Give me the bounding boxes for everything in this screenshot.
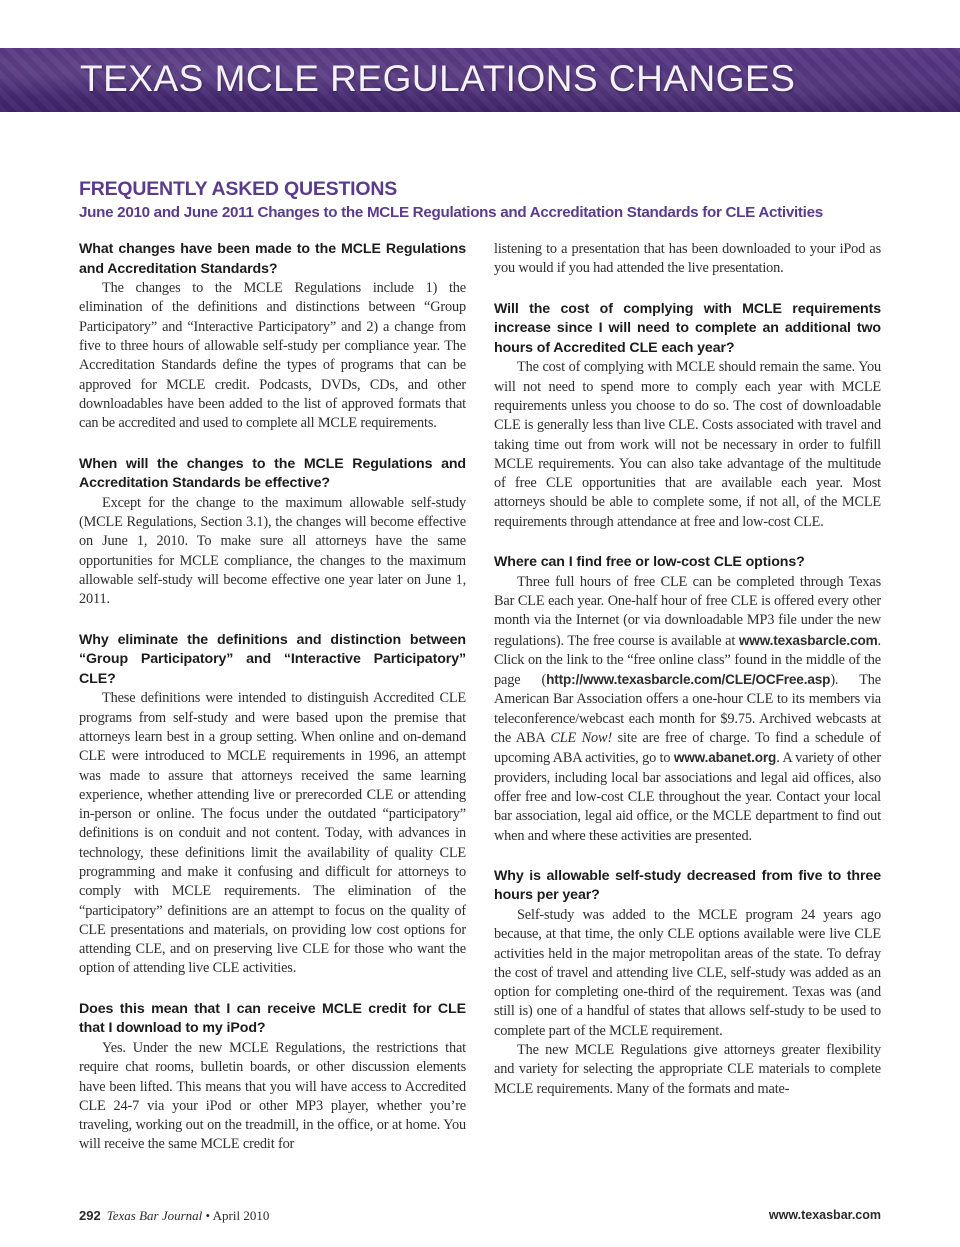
right-column <box>494 240 881 1099</box>
question-heading: Why eliminate the definitions and distinction between “Group Participatory” and “Interactive Participatory” CLE? <box>79 631 466 687</box>
answer-paragraph: Except for the change to the maximum allowable self-study (MCLE Regulations, Section 3.1), the changes will become effective on June 1, 2010. To make sure all attorneys have the same opportunities for MCLE compliance, the changes to the maximum allowable self-study will become effective one year later on June 1, 2011. <box>79 494 466 608</box>
title-banner <box>0 48 960 112</box>
faq-heading: FREQUENTLY ASKED QUESTIONS <box>79 178 398 200</box>
question-heading: Where can I find free or low-cost CLE options? <box>494 554 805 571</box>
answer-paragraph <box>494 573 881 846</box>
answer-paragraph: Self-study was added to the MCLE program 24 years ago because, at that time, the only CLE options available were live CLE activities held in the major metropolitan areas of the state. To defray the cost of travel and attending live CLE, self-study was added as an option for completing one-third of the requirement. Texas was (and still is) one of a handful of states that allows self-study to be used to complete part of the MCLE requirement. <box>494 906 881 1039</box>
answer-paragraph: The cost of complying with MCLE should remain the same. You will not need to spend more to comply each year with MCLE requirements unless you choose to do so. The cost of downloadable CLE is generally less than live CLE. Costs associated with travel and taking time out from work will not be necessary in order to fulfill MCLE requirements. You can also take advantage of the multitude of free CLE opportunities that are available each year. Most attorneys should be able to complete some, if not all, of the MCLE requirements through attendance at free and low-cost CLE. <box>494 359 881 530</box>
cle-now-title: CLE Now! <box>550 730 613 747</box>
answer-text: site are free of charge. To find a schedule of upcoming ABA activities, go to <box>494 730 881 767</box>
question-heading: Why is allowable self-study decreased from five to three hours per year? <box>494 867 881 904</box>
footer-url[interactable]: www.texasbar.com <box>768 1208 881 1222</box>
footer-separator: • <box>205 1208 211 1223</box>
answer-text: ). The American Bar Association offers a one-hour CLE to its members via teleconference/webcast each month for $9.75. Archived webcasts at the ABA <box>494 672 881 747</box>
answer-paragraph-continued: listening to a presentation that has been downloaded to your iPod as you would if you had attended the live presentation. <box>494 241 881 277</box>
answer-paragraph: These definitions were intended to distinguish Accredited CLE programs from self-study and were based upon the premise that attorneys learn best in a group setting. When online and on-demand CLE were introduced to MCLE requirements in 1996, an attempt was made to assure that attorneys received the same learning experience, whether attending live or prerecorded CLE or attending in-person or online. The focus under the outdated “participatory” definitions is on conduit and not content. Today, with advances in technology, these definitions limit the availability of quality CLE programming and make it confusing and difficult for attorneys to comply with MCLE requirements. The elimination of the “participatory” definitions are an attempt to focus on the quality of CLE presentations and materials, on providing low cost options for attending CLE, and on preserving live CLE for those who want the option of attending live CLE activities. <box>79 690 466 977</box>
faq-subheading: June 2010 and June 2011 Changes to the MCLE Regulations and Accreditation Standards for CLE Activities <box>79 204 823 221</box>
page-number: 292 <box>79 1208 101 1223</box>
answer-text: . A variety of other providers, including local bar associations and legal aid offices, also offer free and low-cost CLE throughout the year. Contact your local bar association, legal aid office, or the MCLE department to find out when and where these activities are presented. <box>494 750 881 844</box>
answer-text: . Click on the link to the “free online class” found in the middle of the page ( <box>494 632 881 689</box>
question-heading: What changes have been made to the MCLE Regulations and Accreditation Standards? <box>79 241 466 277</box>
page-footer-left <box>79 1208 269 1224</box>
answer-paragraph: The changes to the MCLE Regulations include 1) the elimination of the definitions and distinctions between “Group Participatory” and “Interactive Participatory” and 2) a change from five to three hours of allowable self-study per compliance year. The Accreditation Standards define the types of programs that can be approved for MCLE credit. Podcasts, DVDs, CDs, and other downloadables have been added to the list of approved formats that can be accredited and used to complete all MCLE requirements. <box>79 280 466 432</box>
answer-paragraph: Yes. Under the new MCLE Regulations, the restrictions that require chat rooms, bulletin boards, or other discussion elements have been lifted. This means that you will have access to Accredited CLE 24-7 via your iPod or other MP3 player, whether you’re traveling, working out on the treadmill, in the office, or at home. You will receive the same MCLE credit for <box>79 1039 466 1153</box>
issue-date: April 2010 <box>212 1208 270 1223</box>
question-heading: When will the changes to the MCLE Regulations and Accreditation Standards be effective? <box>79 455 466 492</box>
question-heading: Does this mean that I can receive MCLE credit for CLE that I download to my iPod? <box>79 1000 466 1037</box>
magazine-name: Texas Bar Journal <box>106 1208 203 1223</box>
left-column <box>79 240 466 1155</box>
texasbarcle-link[interactable]: www.texasbarcle.com <box>738 632 878 648</box>
banner-title: TEXAS MCLE REGULATIONS CHANGES <box>80 58 796 99</box>
ocfree-link[interactable]: http://www.texasbarcle.com/CLE/OCFree.asp <box>546 672 831 688</box>
abanet-link[interactable]: www.abanet.org <box>673 750 777 766</box>
answer-paragraph: The new MCLE Regulations give attorneys greater flexibility and variety for selecting the appropriate CLE materials to complete MCLE requirements. Many of the formats and mate- <box>494 1042 881 1097</box>
answer-text: Three full hours of free CLE can be completed through Texas Bar CLE each year. One-half hour of free CLE is offered every other month via the Internet (or via downloadable MP3 file under the new regulations). The free course is available at <box>494 573 881 649</box>
question-heading: Will the cost of complying with MCLE requirements increase since I will need to complete an additional two hours of Accredited CLE each year? <box>494 300 881 356</box>
